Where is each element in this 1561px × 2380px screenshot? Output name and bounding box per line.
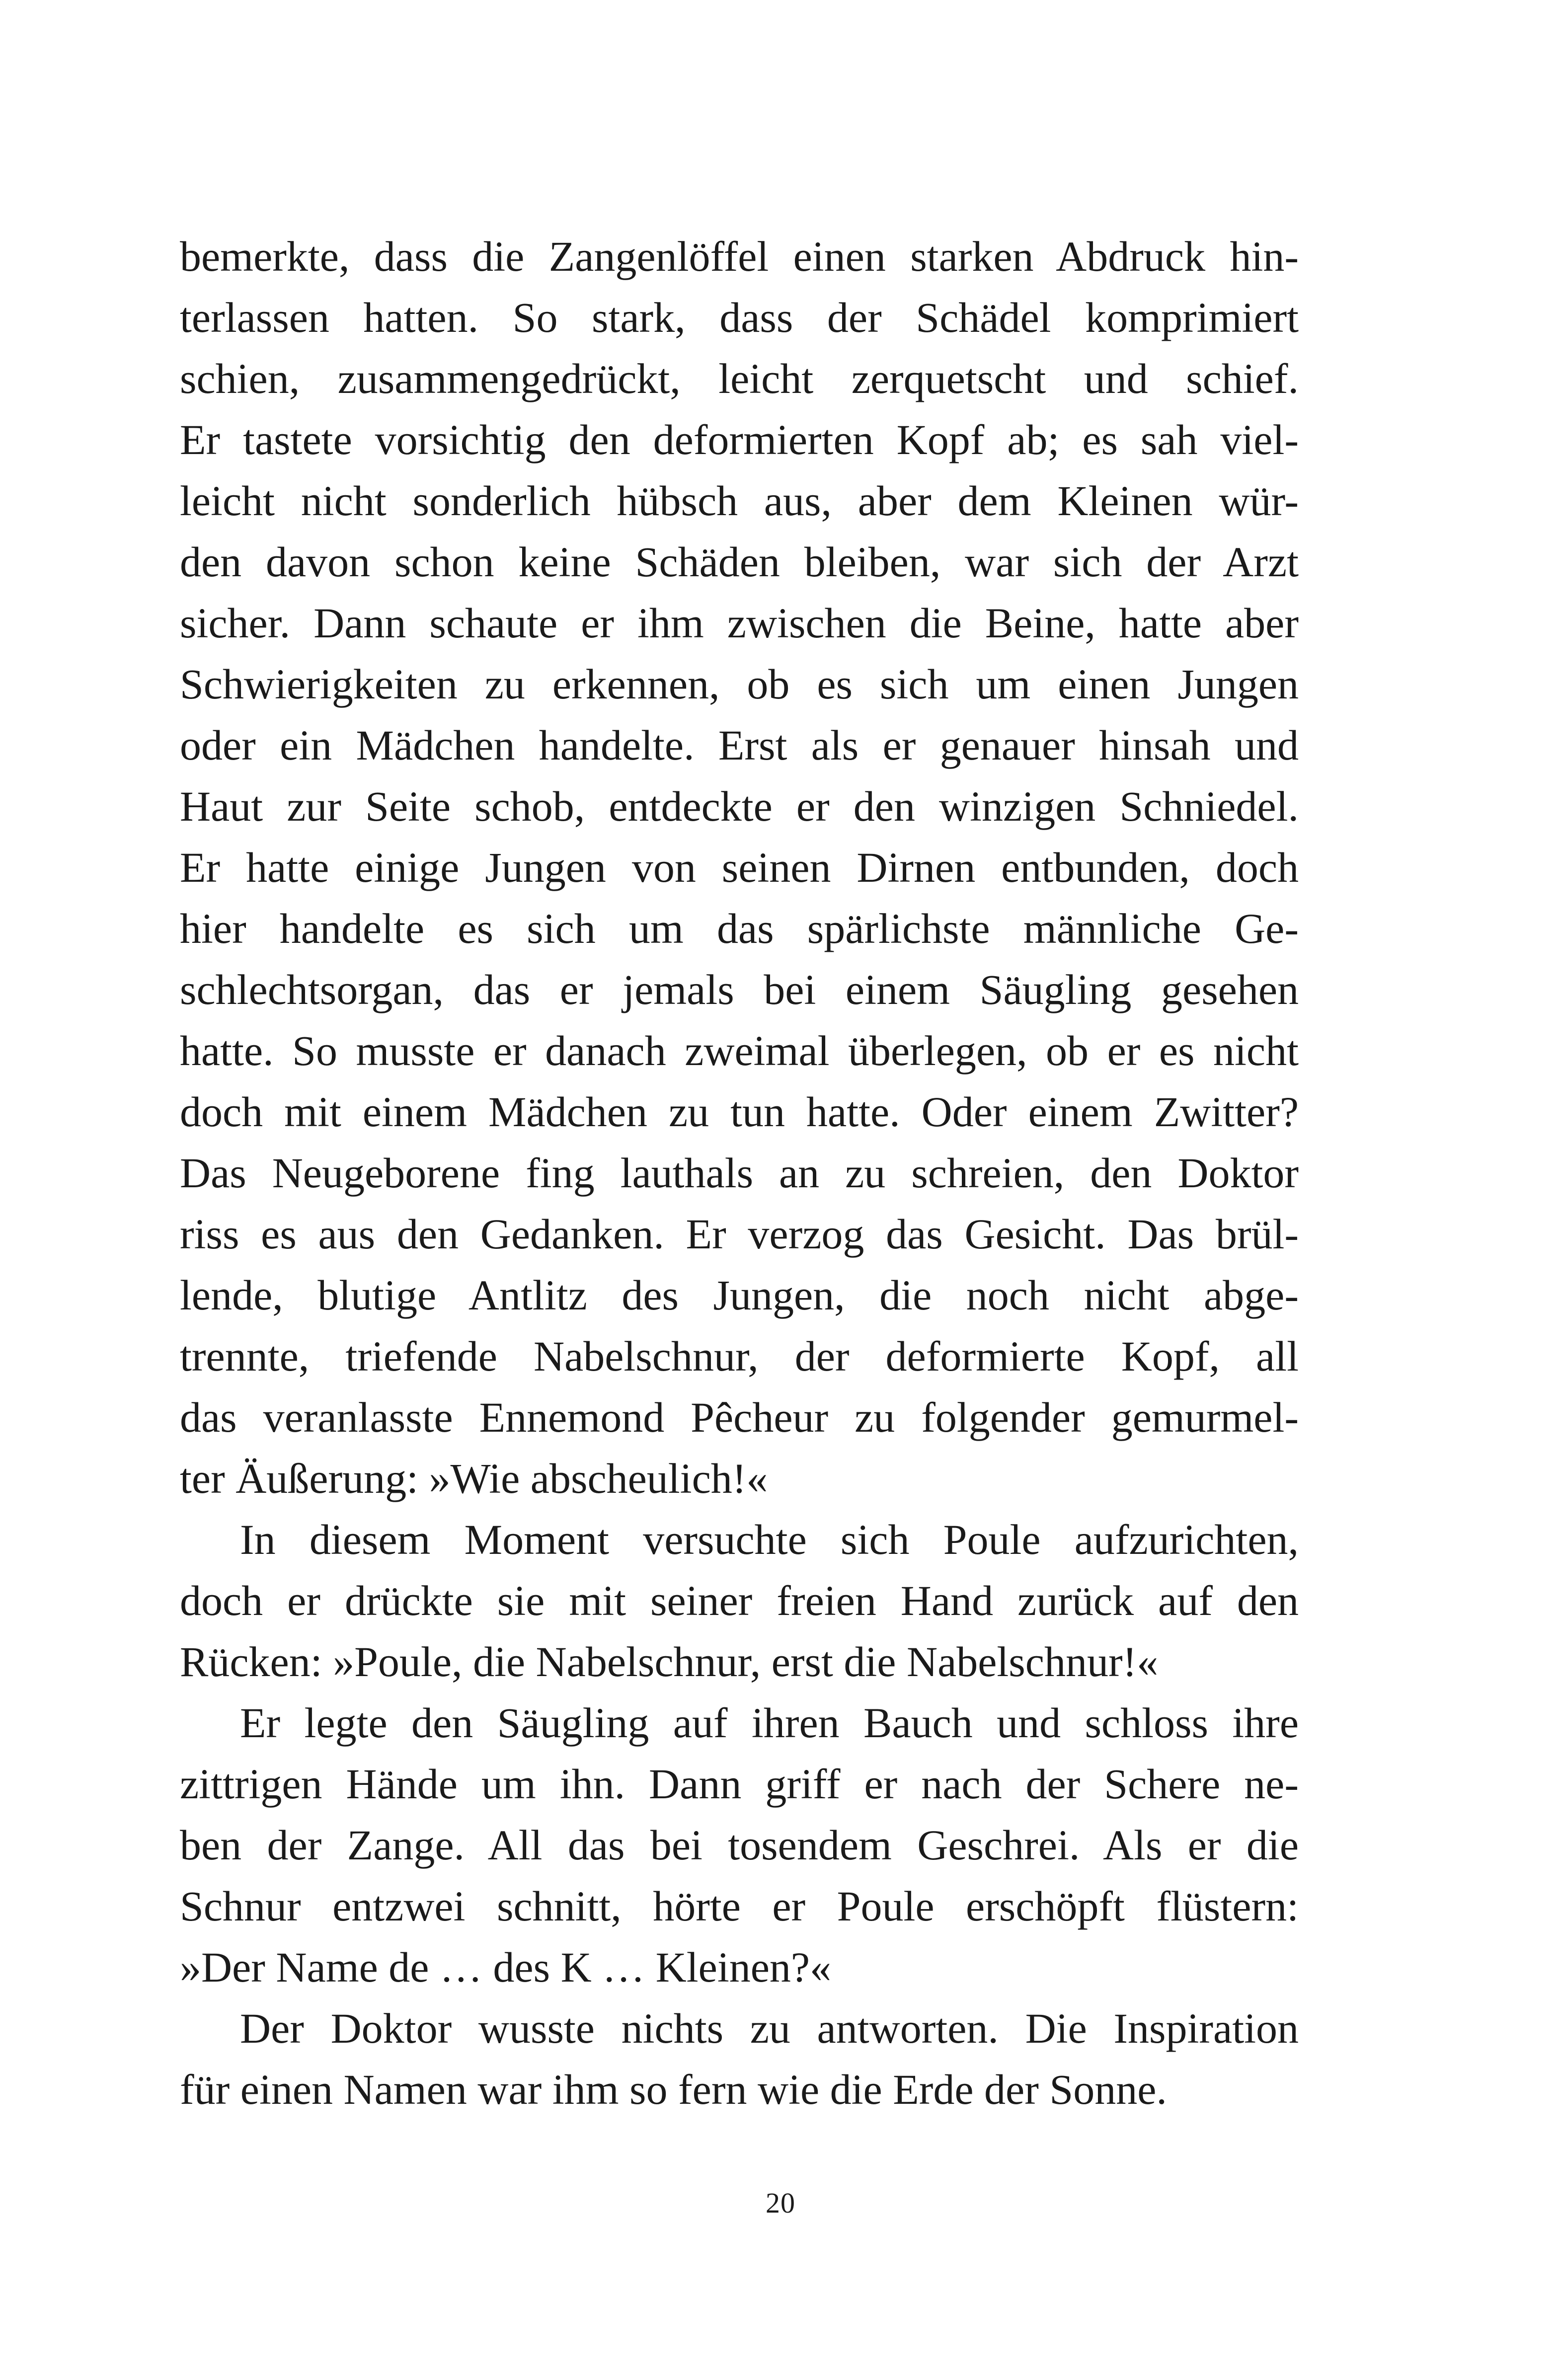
text-line: den davon schon keine Schäden bleiben, war sich der Arzt <box>180 538 1299 586</box>
text-line: oder ein Mädchen handelte. Erst als er genauer hinsah und <box>180 721 1299 769</box>
text-line: Schwierigkeiten zu erkennen, ob es sich um einen Jungen <box>180 660 1299 708</box>
text-line: Schnur entzwei schnitt, hörte er Poule erschöpft flüstern: <box>180 1882 1299 1930</box>
text-line: riss es aus den Gedanken. Er verzog das Gesicht. Das brül- <box>180 1210 1299 1258</box>
page-number: 20 <box>766 2187 795 2219</box>
text-line: ter Äußerung: »Wie abscheulich!« <box>180 1455 768 1502</box>
text-line: hatte. So musste er danach zweimal überlegen, ob er es nicht <box>180 1027 1299 1075</box>
text-line: schien, zusammengedrückt, leicht zerquetscht und schief. <box>180 355 1299 402</box>
text-line: »Der Name de … des K … Kleinen?« <box>180 1943 832 1991</box>
text-line: Er legte den Säugling auf ihren Bauch und schloss ihre <box>240 1699 1299 1747</box>
text-line: doch er drückte sie mit seiner freien Hand zurück auf den <box>180 1577 1299 1624</box>
text-line: bemerkte, dass die Zangenlöffel einen starken Abdruck hin- <box>180 232 1299 280</box>
text-line: schlechtsorgan, das er jemals bei einem Säugling gesehen <box>180 966 1299 1013</box>
text-line: Er hatte einige Jungen von seinen Dirnen entbunden, doch <box>180 844 1299 891</box>
text-line: leicht nicht sonderlich hübsch aus, aber dem Kleinen wür- <box>180 477 1299 525</box>
text-line: In diesem Moment versuchte sich Poule aufzurichten, <box>240 1516 1299 1563</box>
text-line: Er tastete vorsichtig den deformierten Kopf ab; es sah viel- <box>180 416 1299 463</box>
text-line: trennte, triefende Nabelschnur, der deformierte Kopf, all <box>180 1332 1299 1380</box>
text-line: ben der Zange. All das bei tosendem Geschrei. Als er die <box>180 1821 1299 1869</box>
text-line: Haut zur Seite schob, entdeckte er den winzigen Schniedel. <box>180 782 1299 830</box>
text-line: doch mit einem Mädchen zu tun hatte. Oder einem Zwitter? <box>180 1088 1299 1136</box>
body-text <box>180 226 1299 2120</box>
text-line: Der Doktor wusste nichts zu antworten. Die Inspiration <box>240 2004 1299 2052</box>
text-line: Das Neugeborene fing lauthals an zu schreien, den Doktor <box>180 1149 1299 1197</box>
text-line: sicher. Dann schaute er ihm zwischen die Beine, hatte aber <box>180 599 1299 647</box>
text-line: für einen Namen war ihm so fern wie die Erde der Sonne. <box>180 2066 1167 2113</box>
text-line: hier handelte es sich um das spärlichste männliche Ge- <box>180 905 1299 952</box>
text-line: Rücken: »Poule, die Nabelschnur, erst die Nabelschnur!« <box>180 1638 1159 1686</box>
text-line: das veranlasste Ennemond Pêcheur zu folgender gemurmel- <box>180 1393 1299 1441</box>
text-line: lende, blutige Antlitz des Jungen, die noch nicht abge- <box>180 1271 1299 1319</box>
text-line: terlassen hatten. So stark, dass der Schädel komprimiert <box>180 294 1299 341</box>
text-line: zittrigen Hände um ihn. Dann griff er nach der Schere ne- <box>180 1760 1299 1808</box>
